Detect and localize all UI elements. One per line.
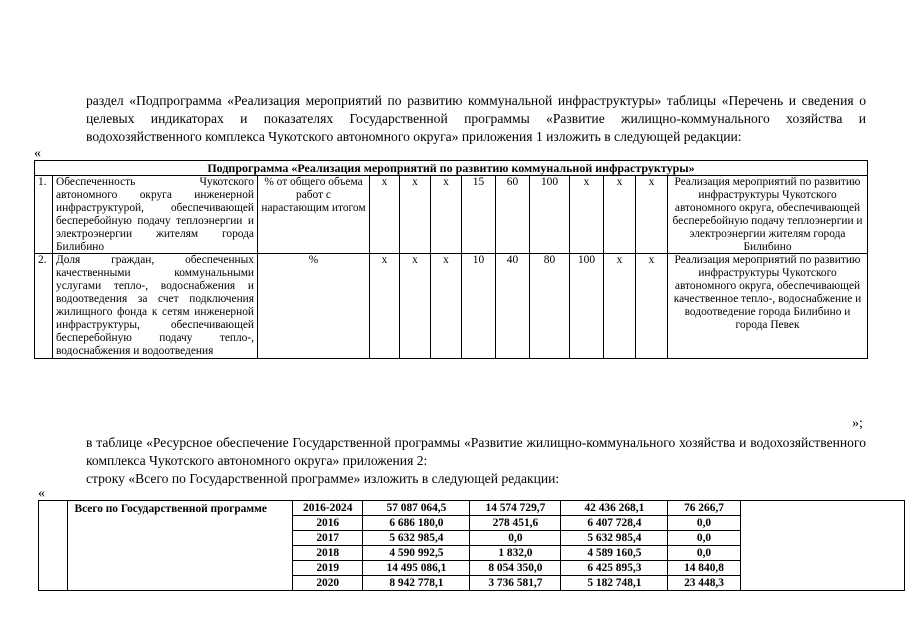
value-cell: x xyxy=(400,254,431,358)
intro-paragraph xyxy=(38,92,866,146)
value-cell: 40 xyxy=(496,254,530,358)
row-number: 1. xyxy=(35,176,53,254)
federal-cell: 3 736 581,7 xyxy=(470,576,561,591)
table-row xyxy=(35,176,868,254)
value-cell: x xyxy=(636,254,668,358)
indicators-table xyxy=(34,160,868,359)
intro-text: раздел «Подпрограмма «Реализация мероприятий по развитию коммунальной инфраструктуры» таблицы «Перечень и сведения о целевых индикаторах и показателях Государственной программы «Развитие жилищно-коммунального хозяйства и водохозяйственного комплекса Чукотского автономного округа» приложения 1 изложить в следующей редакции: xyxy=(86,93,866,144)
other-cell: 23 448,3 xyxy=(668,576,740,591)
subprogram-header: Подпрограмма «Реализация мероприятий по развитию коммунальной инфраструктуры» xyxy=(35,161,868,176)
value-cell: x xyxy=(604,176,636,254)
measure-cell: Реализация мероприятий по развитию инфраструктуры Чукотского автономного округа, обеспечивающей качественное тепло-, водоснабжение и водоотведение города Билибино и города Певек xyxy=(668,254,868,358)
federal-cell: 0,0 xyxy=(470,531,561,546)
value-cell: 60 xyxy=(496,176,530,254)
total-cell: 4 590 992,5 xyxy=(363,546,470,561)
total-label: Всего по Государственной программе xyxy=(68,501,293,591)
resource-table xyxy=(38,500,905,591)
federal-cell: 278 451,6 xyxy=(470,516,561,531)
period-cell: 2017 xyxy=(292,531,362,546)
value-cell: x xyxy=(431,254,462,358)
period-cell: 2016 xyxy=(292,516,362,531)
value-cell: 80 xyxy=(530,254,570,358)
value-cell: x xyxy=(604,254,636,358)
resource-instruction: строку «Всего по Государственной программе» изложить в следующей редакции: xyxy=(86,471,560,486)
row-number: 2. xyxy=(35,254,53,358)
federal-cell: 8 054 350,0 xyxy=(470,561,561,576)
value-cell: 10 xyxy=(462,254,496,358)
other-cell: 76 266,7 xyxy=(668,501,740,516)
value-cell: x xyxy=(431,176,462,254)
regional-cell: 5 182 748,1 xyxy=(561,576,668,591)
resource-paragraph xyxy=(38,434,866,488)
other-cell: 0,0 xyxy=(668,531,740,546)
indicator-name: Обеспеченность Чукотского автономного округа инженерной инфраструктурой, обеспечивающей бесперебойную подачу теплоэнергии и электроэнергии жителям города Билибино xyxy=(53,176,258,254)
indicator-name: Доля граждан, обеспеченных качественными коммунальными услугами тепло-, водоснабжения и водоотведения за счет подключения жилищного фонда к сетям инженерной инфраструктуры, обеспечивающей бесперебойную подачу тепло-, водоснабжения и водоотведения xyxy=(53,254,258,358)
quote-open-1: « xyxy=(34,146,41,161)
empty-cell xyxy=(740,501,904,591)
table-row xyxy=(39,501,905,516)
total-cell: 6 686 180,0 xyxy=(363,516,470,531)
value-cell: 15 xyxy=(462,176,496,254)
other-cell: 14 840,8 xyxy=(668,561,740,576)
value-cell: 100 xyxy=(530,176,570,254)
regional-cell: 6 425 895,3 xyxy=(561,561,668,576)
federal-cell: 14 574 729,7 xyxy=(470,501,561,516)
other-cell: 0,0 xyxy=(668,546,740,561)
total-cell: 8 942 778,1 xyxy=(363,576,470,591)
measure-cell: Реализация мероприятий по развитию инфраструктуры Чукотского автономного округа, обеспечивающей бесперебойную подачу теплоэнергии и электроэнергии жителям города Билибино xyxy=(668,176,868,254)
period-cell: 2016-2024 xyxy=(292,501,362,516)
quote-open-2: « xyxy=(38,486,45,501)
regional-cell: 6 407 728,4 xyxy=(561,516,668,531)
value-cell: x xyxy=(636,176,668,254)
regional-cell: 42 436 268,1 xyxy=(561,501,668,516)
value-cell: x xyxy=(370,176,400,254)
unit-cell: % xyxy=(258,254,370,358)
regional-cell: 4 589 160,5 xyxy=(561,546,668,561)
empty-cell xyxy=(39,501,68,591)
resource-text: в таблице «Ресурсное обеспечение Государственной программы «Развитие жилищно-коммунального хозяйства и водохозяйственного комплекса Чукотского автономного округа» приложения 2: xyxy=(86,435,866,468)
other-cell: 0,0 xyxy=(668,516,740,531)
federal-cell: 1 832,0 xyxy=(470,546,561,561)
period-cell: 2018 xyxy=(292,546,362,561)
value-cell: x xyxy=(570,176,604,254)
value-cell: 100 xyxy=(570,254,604,358)
regional-cell: 5 632 985,4 xyxy=(561,531,668,546)
value-cell: x xyxy=(370,254,400,358)
quote-close-1: »; xyxy=(852,416,863,431)
period-cell: 2019 xyxy=(292,561,362,576)
table-row xyxy=(35,254,868,358)
total-cell: 57 087 064,5 xyxy=(363,501,470,516)
period-cell: 2020 xyxy=(292,576,362,591)
unit-cell: % от общего объема работ с нарастающим итогом xyxy=(258,176,370,254)
total-cell: 5 632 985,4 xyxy=(363,531,470,546)
value-cell: x xyxy=(400,176,431,254)
total-cell: 14 495 086,1 xyxy=(363,561,470,576)
